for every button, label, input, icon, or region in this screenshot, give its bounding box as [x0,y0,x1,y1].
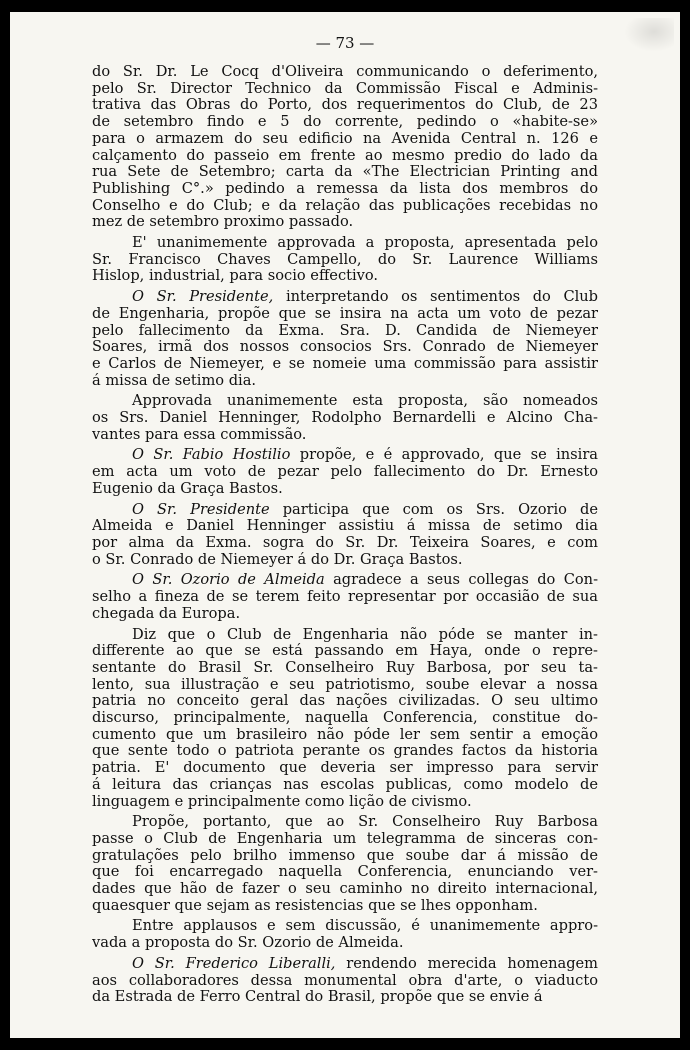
speaker-name: O Sr. Presidente, [132,289,274,306]
text-line: pelo Sr. Director Technico da Commissão Fiscal e Adminis- [92,80,598,97]
text-line: á leitura das crianças nas escolas publicas, como modelo de [92,776,598,793]
text-line: Publishing C°.» pedindo a remessa da lista dos membros do [92,180,598,197]
text-line: rua Sete de Setembro; carta da «The Electrician Printing and [92,164,598,181]
text-line: O Sr. Fabio Hostilio propõe, e é approvado, que se insira [132,447,598,464]
text-line: patria. E' documento que deveria ser impresso para servir [92,760,598,777]
text-line: Conselho e do Club; e da relação das publicações recebidas no [92,197,598,214]
text-line: Hislop, industrial, para socio effectivo. [92,268,379,285]
text-line: selho a fineza de se terem feito representar por occasião de sua [92,589,598,606]
text-line: cumento que um brasileiro não póde ler sem sentir a emoção [92,726,598,743]
text-line: que sente todo o patriota perante os grandes factos da historia [92,743,598,760]
paragraph [92,814,598,914]
text-line: Propõe, portanto, que ao Sr. Conselheiro Ruy Barbosa [132,814,598,831]
paragraph [92,502,598,569]
text-line: de setembro findo e 5 do corrente, pedindo o «habite-se» [92,114,598,131]
text-line: vantes para essa commissão. [92,426,307,443]
text-line: vada a proposta do Sr. Ozorio de Almeida. [92,935,404,952]
text-line: e Carlos de Niemeyer, e se nomeie uma commissão para assistir [92,355,598,372]
text-line: pelo fallecimento da Exma. Sra. D. Candida de Niemeyer [92,322,598,339]
text-line: mez de setembro proximo passado. [92,214,354,231]
text-line: á missa de setimo dia. [92,372,257,389]
text-line: gratulações pelo brilho immenso que soube dar á missão de [92,847,598,864]
paragraph [92,572,598,622]
book-page [10,12,680,1038]
text-line: patria no conceito geral das nações civilizadas. O seu ultimo [92,693,598,710]
text-line: chegada da Europa. [92,605,241,622]
page-number: — 73 — [315,34,375,52]
text-line: E' unanimemente approvada a proposta, apresentada pelo [132,235,598,252]
paragraph [92,289,598,389]
paragraph [92,956,598,1006]
text-line: O Sr. Presidente participa que com os Srs. Ozorio de [132,501,598,518]
text-line: Approvada unanimemente esta proposta, são nomeados [132,393,598,410]
text-line: que foi encarregado naquella Conferencia, enunciando ver- [92,864,598,881]
speaker-name: O Sr. Frederico Liberalli, [132,955,336,972]
text-line: o Sr. Conrado de Niemeyer á do Dr. Graça Bastos. [92,551,463,568]
text-line: Almeida e Daniel Henninger assistiu á missa de setimo dia [92,518,598,535]
text-line: Soares, irmã dos nossos consocios Srs. Conrado de Niemeyer [92,339,598,356]
text-line: differente ao que se está passando em Haya, onde o repre- [92,643,598,660]
text-line: de Engenharia, propõe que se insira na acta um voto de pezar [92,305,598,322]
text-line: O Sr. Ozorio de Almeida agradece a seus collegas do Con- [132,572,598,589]
paragraph [92,918,598,951]
text-line: lento, sua illustração e seu patriotismo, soube elevar a nossa [92,676,598,693]
text-line: trativa das Obras do Porto, dos requerimentos do Club, de 23 [92,97,598,114]
text-line: os Srs. Daniel Henninger, Rodolpho Bernardelli e Alcino Cha- [92,410,598,427]
text-line: sentante do Brasil Sr. Conselheiro Ruy Barbosa, por seu ta- [92,659,598,676]
text-line: em acta um voto de pezar pelo fallecimento do Dr. Ernesto [92,464,598,481]
text-line: passe o Club de Engenharia um telegramma de sinceras con- [92,830,598,847]
text-line: calçamento do passeio em frente ao mesmo predio do lado da [92,147,598,164]
speaker-name: O Sr. Fabio Hostilio [132,447,291,464]
text-line: da Estrada de Ferro Central do Brasil, propõe que se envie á [92,989,543,1006]
speaker-name: O Sr. Presidente [132,501,270,518]
text-line: O Sr. Presidente, interpretando os sentimentos do Club [132,289,598,306]
text-line: para o armazem do seu edificio na Avenida Central n. 126 e [92,130,598,147]
paragraph [92,393,598,443]
text-line: Sr. Francisco Chaves Campello, do Sr. Laurence Williams [92,251,598,268]
text-line: por alma da Exma. sogra do Sr. Dr. Teixeira Soares, e com [92,534,598,551]
paragraph [92,64,598,231]
text-line: Eugenio da Graça Bastos. [92,480,283,497]
page-body [92,64,598,1010]
paragraph [92,627,598,811]
text-line: Diz que o Club de Engenharia não póde se manter in- [132,626,598,643]
text-line: Entre applausos e sem discussão, é unanimemente appro- [132,918,598,935]
text-line: aos collaboradores dessa monumental obra d'arte, o viaducto [92,972,598,989]
text-line: dades que hão de fazer o seu caminho no direito internacional, [92,881,598,898]
text-line: linguagem e principalmente como lição de civismo. [92,793,472,810]
speaker-name: O Sr. Ozorio de Almeida [132,572,325,589]
text-line: do Sr. Dr. Le Cocq d'Oliveira communicando o deferimento, [92,64,598,80]
text-line: quaesquer que sejam as resistencias que se lhes opponham. [92,897,538,914]
text-line: discurso, principalmente, naquella Conferencia, constitue do- [92,710,598,727]
paragraph [92,235,598,285]
text-line: O Sr. Frederico Liberalli, rendendo merecida homenagem [132,955,598,972]
paragraph [92,447,598,497]
